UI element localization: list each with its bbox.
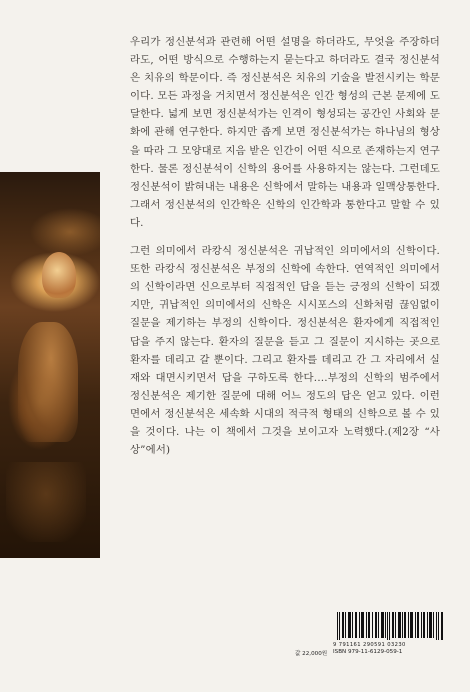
price-label: 값 22,000원 xyxy=(295,651,328,657)
cover-text xyxy=(130,33,440,459)
painting-figure-body xyxy=(18,322,78,442)
barcode-bars xyxy=(337,612,445,640)
body-paragraph-1: 우리가 정신분석과 관련해 어떤 설명을 하더라도, 무엇을 주장하더라도, 어떤 방식으로 수행하는지 묻는다고 하더라도 결국 정신분석은 치유의 학문이다. 즉 정신분석은 치유의 기술을 발전시키는 학문이다. 모든 과정을 거치면서 정신분석은 인간 형성의 근본 문제에 도달한다. 넓게 보면 정신분석가는 인격이 형성되는 공간인 사회와 문화에 관해 연구한다. 하지만 좁게 보면 정신분석가는 하나님의 형상을 따라 그 모양대로 지음 받은 인간이 어떤 식으로 존재하는지 연구한다. 물론 정신분석이 신학의 용어를 사용하지는 않는다. 그런데도 정신분석이 밝혀내는 내용은 신학에서 말하는 내용과 일맥상통한다. 그래서 정신분석의 인간학은 신학의 인간학과 통한다고 말할 수 있다. xyxy=(130,36,440,229)
painting-image xyxy=(0,172,100,558)
isbn-label: ISBN 979-11-6129-059-1 xyxy=(333,649,403,655)
painting-figure-shadow xyxy=(6,462,86,542)
barcode xyxy=(333,606,448,670)
body-paragraph-2: 그런 의미에서 라캉식 정신분석은 귀납적인 의미에서의 신학이다. 또한 라캉식 정신분석은 부정의 신학에 속한다. 연역적인 의미에서의 신학이라면 신으로부터 직접적인 답을 듣는 긍정의 신학이 되겠지만, 귀납적인 의미에서의 신학은 시시포스의 신화처럼 끊임없이 질문을 제기하는 부정의 신학이다. 정신분석은 환자에게 직접적인 답을 주지 않는다. 환자의 질문을 듣고 그 질문이 지시하는 곳으로 환자를 데리고 갈 뿐이다. 그리고 환자를 데리고 간 그 자리에서 실재와 대면시키면서 답을 구하도록 한다.…부정의 신학의 범주에서 정신분석은 제기한 질문에 대해 어느 정도의 답은 얻고 있다. 이런 면에서 정신분석은 세속화 시대의 적극적 형태의 신학으로 볼 수 있을 것이다. 나는 이 책에서 그것을 보이고자 노력했다.(제2장 “사상”에서) xyxy=(130,245,440,457)
barcode-digits: 9 791161 290591 03230 xyxy=(333,642,406,648)
painting-figure-head xyxy=(42,252,76,298)
